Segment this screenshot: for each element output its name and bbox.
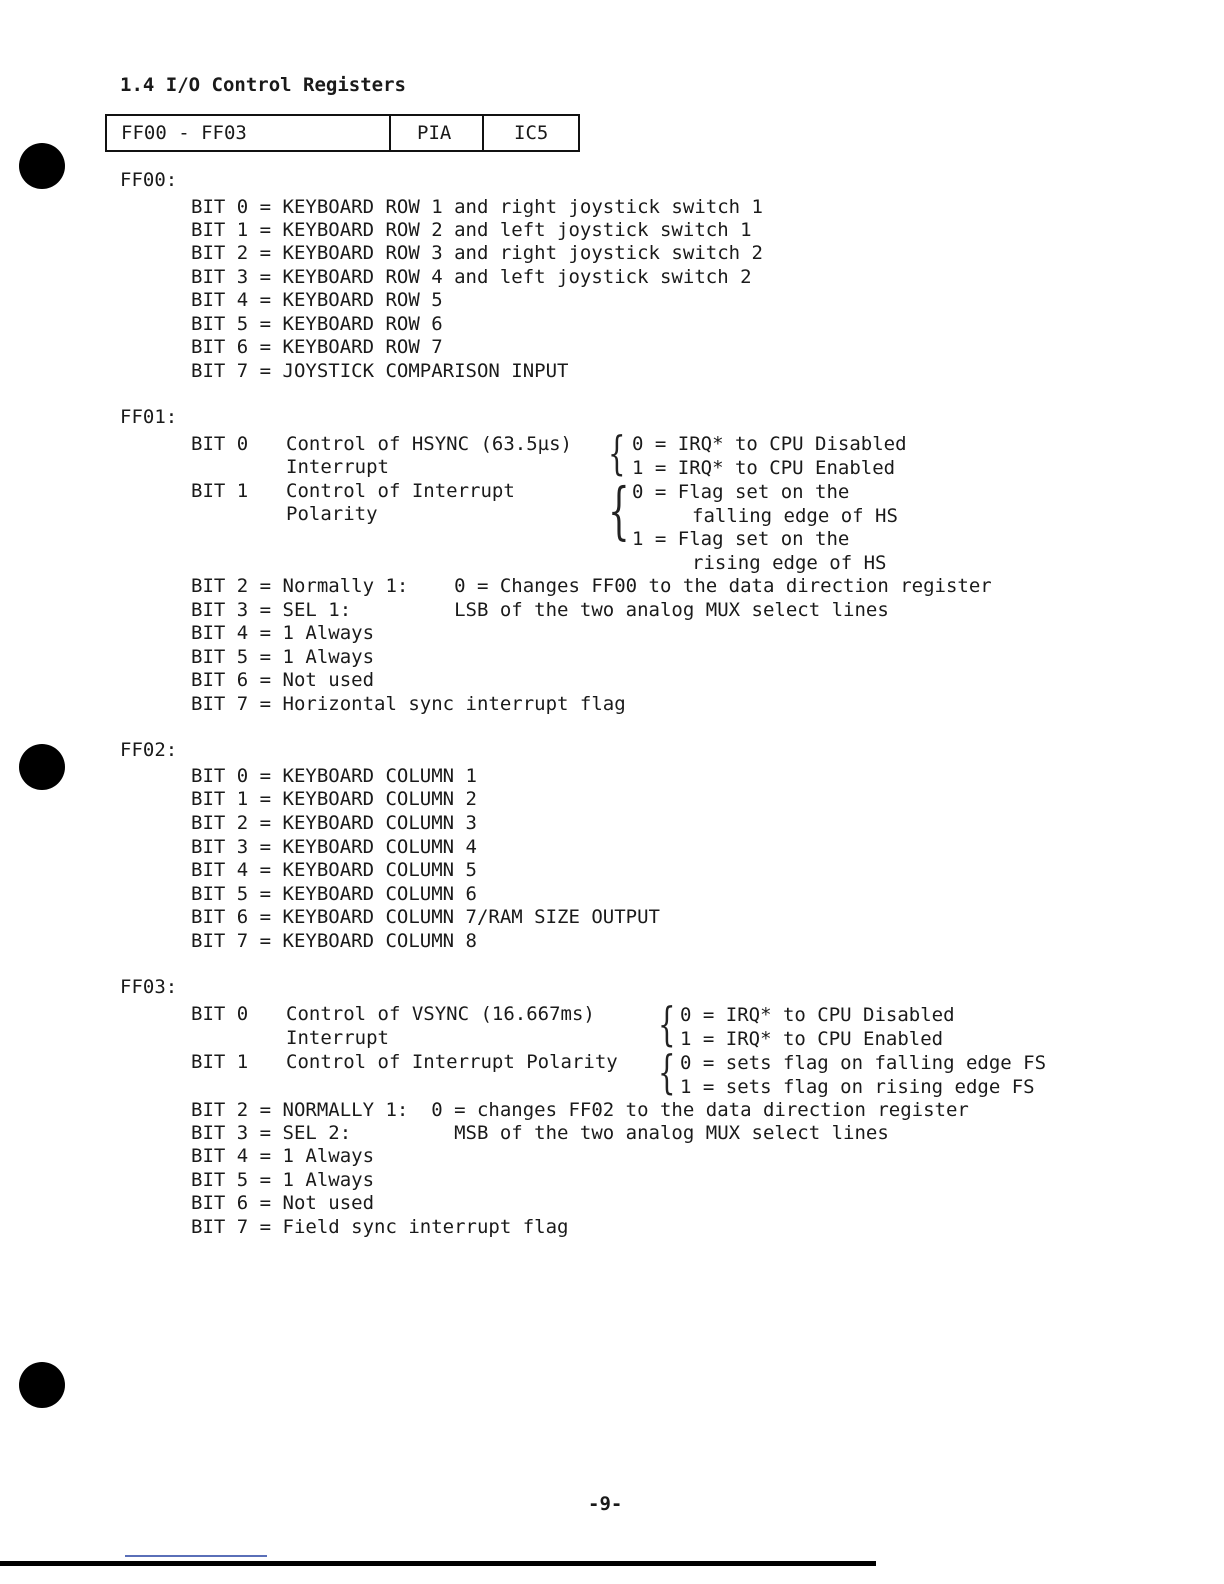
ff03-label: FF03: (120, 976, 178, 998)
ff00-bit-3: BIT 3 = KEYBOARD ROW 4 and left joystick switch 2 (191, 266, 752, 288)
bottom-rule (0, 1561, 876, 1566)
ff01-bit1-option-0-line2: falling edge of HS (692, 505, 898, 527)
ff02-bit-7: BIT 7 = KEYBOARD COLUMN 8 (191, 930, 477, 952)
ff01-bit-3: BIT 3 = SEL 1: LSB of the two analog MUX select lines (191, 599, 889, 621)
ff00-label: FF00: (120, 169, 178, 191)
ff01-bit1-option-1-line1: 1 = Flag set on the (632, 528, 850, 550)
ff03-bit-6: BIT 6 = Not used (191, 1192, 375, 1214)
ff00-bit-2: BIT 2 = KEYBOARD ROW 3 and right joystick switch 2 (191, 242, 763, 264)
ff01-bit1-name: BIT 1 (191, 480, 249, 502)
bottom-accent-line (125, 1555, 267, 1557)
ff00-bit-5: BIT 5 = KEYBOARD ROW 6 (191, 313, 443, 335)
ff02-bit-3: BIT 3 = KEYBOARD COLUMN 4 (191, 836, 477, 858)
ff03-bit1-option-0: 0 = sets flag on falling edge FS (680, 1052, 1047, 1074)
section-title: 1.4 I/O Control Registers (120, 74, 406, 96)
ff01-bit1-brace: { (608, 474, 630, 547)
ff02-bit-1: BIT 1 = KEYBOARD COLUMN 2 (191, 788, 477, 810)
ff03-bit-4: BIT 4 = 1 Always (191, 1145, 375, 1167)
ff02-bit-0: BIT 0 = KEYBOARD COLUMN 1 (191, 765, 477, 787)
ff00-bit-0: BIT 0 = KEYBOARD ROW 1 and right joystick switch 1 (191, 196, 763, 218)
ff01-bit1-option-1-line2: rising edge of HS (692, 552, 887, 574)
ff01-bit-2: BIT 2 = Normally 1: 0 = Changes FF00 to the data direction register (191, 575, 992, 597)
ff02-bit-2: BIT 2 = KEYBOARD COLUMN 3 (191, 812, 477, 834)
ff03-bit0-brace: { (658, 997, 676, 1051)
binder-hole-bottom (19, 1362, 65, 1408)
ff01-bit-4: BIT 4 = 1 Always (191, 622, 375, 644)
ff01-bit-6: BIT 6 = Not used (191, 669, 375, 691)
ff02-bit-4: BIT 4 = KEYBOARD COLUMN 5 (191, 859, 477, 881)
register-type: PIA (391, 116, 484, 150)
ff00-bit-6: BIT 6 = KEYBOARD ROW 7 (191, 336, 443, 358)
ff03-bit0-name: BIT 0 (191, 1003, 249, 1025)
ff02-bit-6: BIT 6 = KEYBOARD COLUMN 7/RAM SIZE OUTPUT (191, 906, 660, 928)
register-box (105, 114, 580, 152)
ff03-bit-2: BIT 2 = NORMALLY 1: 0 = changes FF02 to the data direction register (191, 1099, 969, 1121)
ff03-bit0-option-0: 0 = IRQ* to CPU Disabled (680, 1004, 955, 1026)
ff03-bit1-brace: { (658, 1045, 676, 1099)
ff03-bit1-desc: Control of Interrupt Polarity (286, 1051, 618, 1073)
register-ic: IC5 (514, 122, 549, 144)
ff03-bit1-option-1: 1 = sets flag on rising edge FS (680, 1076, 1035, 1098)
ff03-bit-7: BIT 7 = Field sync interrupt flag (191, 1216, 569, 1238)
ff01-bit0-brace: { (608, 426, 626, 480)
ff02-label: FF02: (120, 739, 178, 761)
ff00-bit-7: BIT 7 = JOYSTICK COMPARISON INPUT (191, 360, 569, 382)
ff02-bit-5: BIT 5 = KEYBOARD COLUMN 6 (191, 883, 477, 905)
ff03-bit0-desc-line2: Interrupt (286, 1027, 389, 1049)
ff01-bit0-option-1: 1 = IRQ* to CPU Enabled (632, 457, 896, 479)
ff03-bit1-name: BIT 1 (191, 1051, 249, 1073)
ff03-bit0-desc-line1: Control of VSYNC (16.667ms) (286, 1003, 595, 1025)
ff01-bit1-desc-line2: Polarity (286, 503, 378, 525)
ff00-bit-1: BIT 1 = KEYBOARD ROW 2 and left joystick switch 1 (191, 219, 752, 241)
ff00-bit-4: BIT 4 = KEYBOARD ROW 5 (191, 289, 443, 311)
ff01-bit-7: BIT 7 = Horizontal sync interrupt flag (191, 693, 626, 715)
ff01-bit-5: BIT 5 = 1 Always (191, 646, 375, 668)
ff03-bit-3: BIT 3 = SEL 2: MSB of the two analog MUX select lines (191, 1122, 889, 1144)
page-number: -9- (588, 1493, 623, 1515)
ff03-bit-5: BIT 5 = 1 Always (191, 1169, 375, 1191)
ff01-label: FF01: (120, 406, 178, 428)
ff01-bit0-option-0: 0 = IRQ* to CPU Disabled (632, 433, 907, 455)
ff01-bit1-option-0-line1: 0 = Flag set on the (632, 481, 850, 503)
binder-hole-middle (19, 744, 65, 790)
ff01-bit1-desc-line1: Control of Interrupt (286, 480, 515, 502)
ff01-bit0-name: BIT 0 (191, 433, 249, 455)
ff01-bit0-desc-line2: Interrupt (286, 456, 389, 478)
ff01-bit0-desc-line1: Control of HSYNC (63.5µs) (286, 433, 572, 455)
ff03-bit0-option-1: 1 = IRQ* to CPU Enabled (680, 1028, 944, 1050)
register-range: FF00 - FF03 (107, 116, 391, 150)
binder-hole-top (19, 143, 65, 189)
